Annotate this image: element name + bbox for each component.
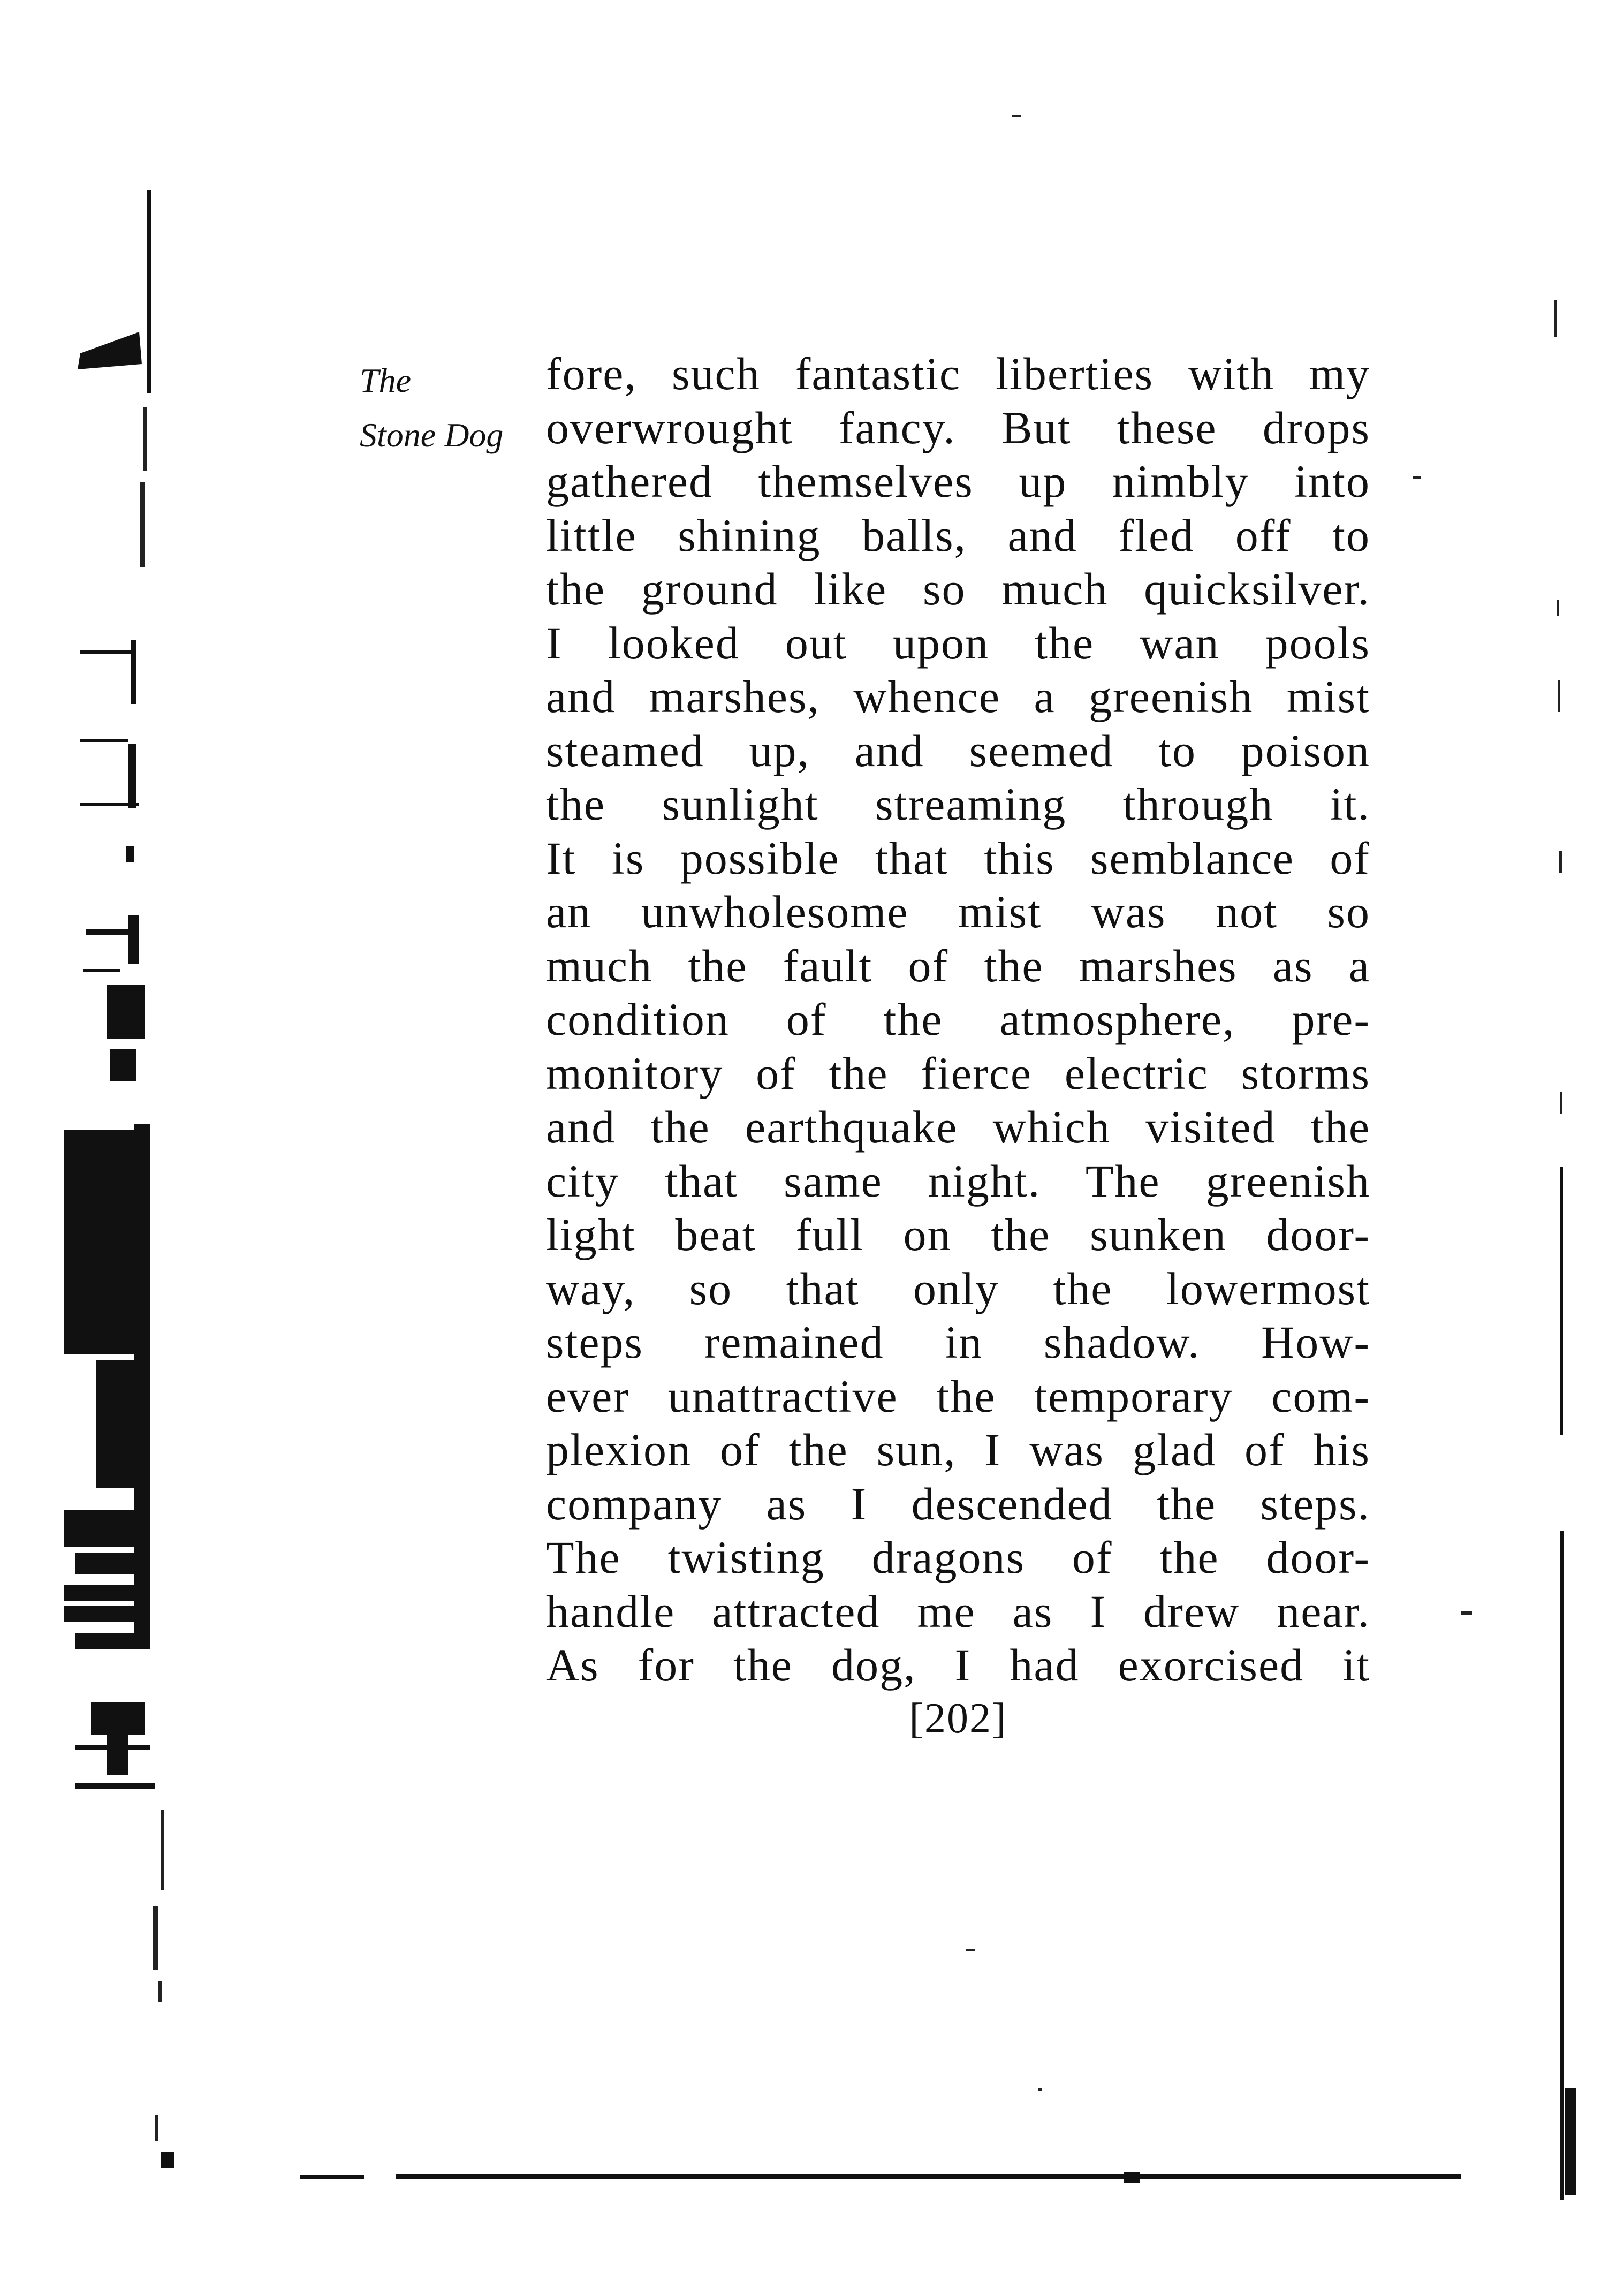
- bottom-rule-artifact: [300, 2168, 1467, 2184]
- binding-edge-artifact: [0, 0, 203, 2294]
- text-line: company as I descended the steps.: [546, 1478, 1370, 1530]
- text-line: It is possible that this semblance of: [546, 832, 1370, 884]
- text-line: city that same night. The greenish: [546, 1155, 1370, 1207]
- text-line: monitory of the fierce electric storms: [546, 1047, 1370, 1099]
- text-line: and marshes, whence a greenish mist: [546, 671, 1370, 722]
- text-line: steps remained in shadow. How-: [546, 1316, 1370, 1368]
- text-line: plexion of the sun, I was glad of his: [546, 1424, 1370, 1475]
- text-line: ever unattractive the temporary com-: [546, 1370, 1370, 1422]
- text-line: much the fault of the marshes as a: [546, 940, 1370, 991]
- page-edge-artifact: [1538, 0, 1624, 2294]
- text-line: way, so that only the lowermost: [546, 1262, 1370, 1314]
- text-line: little shining balls, and fled off to: [546, 509, 1370, 561]
- text-line: I looked out upon the wan pools: [546, 617, 1370, 669]
- text-line: light beat full on the sunken door-: [546, 1209, 1370, 1260]
- text-line: the ground like so much quicksilver.: [546, 563, 1370, 615]
- text-line: gathered themselves up nimbly into: [546, 456, 1370, 507]
- text-line: The twisting dragons of the door-: [546, 1532, 1370, 1583]
- dust-speck: [1012, 115, 1021, 117]
- dust-speck: [1461, 1611, 1472, 1615]
- text-line: overwrought fancy. But these drops: [546, 402, 1370, 453]
- text-line: an unwholesome mist was not so: [546, 886, 1370, 937]
- text-line: the sunlight streaming through it.: [546, 778, 1370, 830]
- page-number: [202]: [909, 1695, 1007, 1742]
- dust-speck: [1413, 476, 1421, 479]
- text-line: steamed up, and seemed to poison: [546, 724, 1370, 776]
- text-line: fore, such fantastic liberties with my: [546, 348, 1370, 399]
- margin-title-line-2: Stone Dog: [360, 416, 504, 454]
- body-text: [546, 347, 1370, 1692]
- text-line: As for the dog, I had exorcised it: [546, 1639, 1370, 1691]
- text-line: and the earthquake which visited the: [546, 1101, 1370, 1153]
- margin-title-line-1: The: [360, 361, 411, 399]
- margin-running-title: [360, 353, 542, 463]
- dust-speck: [966, 1949, 975, 1951]
- dust-speck: [1038, 2088, 1042, 2091]
- text-line: condition of the atmosphere, pre-: [546, 994, 1370, 1045]
- text-line: handle attracted me as I drew near.: [546, 1585, 1370, 1637]
